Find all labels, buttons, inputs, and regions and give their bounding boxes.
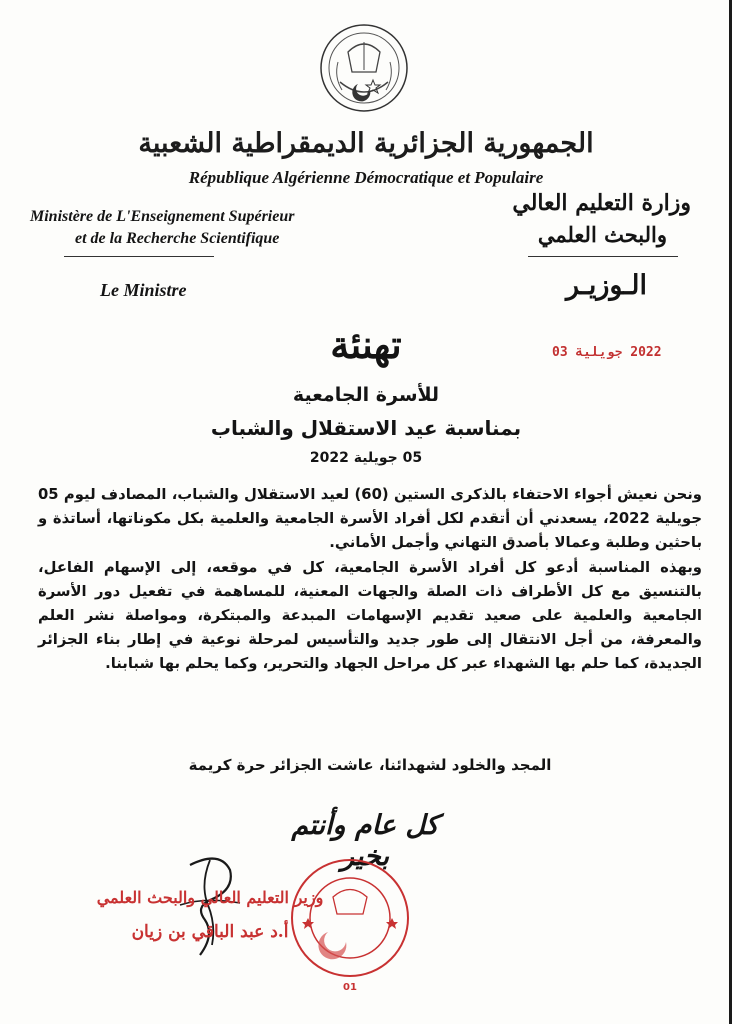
date-stamp: 2022 جويلية 03 xyxy=(552,345,662,360)
ministry-name-ar-line2: والبحث العلمي xyxy=(537,222,667,247)
republic-title-fr: République Algérienne Démocratique et Populaire xyxy=(188,168,544,187)
official-seal-icon xyxy=(288,852,412,1000)
greeting-calligraphy: كل عام وأنتم بخير xyxy=(291,810,439,872)
seal-number: 01 xyxy=(343,982,357,993)
document-title: تهنئة xyxy=(330,322,402,367)
body-paragraph-1: ونحن نعيش أجواء الاحتفاء بالذكرى الستين (60) لعيد الاستقلال والشباب، المصادف ليوم 05 جويلية 2022، يسعدني أن أتقدم لكل أفراد الأسرة الجامعية والعلمية بكل مكوناتها، أساتذة و باحثين وطلبة وعمالا بأصدق التهاني وأجمل الأماني. xyxy=(38,486,702,552)
divider-ar xyxy=(528,256,678,257)
national-emblem-icon xyxy=(318,22,410,114)
ministry-name-ar-line1: وزارة التعليم العالي xyxy=(512,190,691,216)
divider-fr xyxy=(64,256,214,257)
ministry-name-fr-line2: et de la Recherche Scientifique xyxy=(75,230,280,247)
minister-title-fr: Le Ministre xyxy=(100,280,187,300)
minister-title-ar: الـوزيـر xyxy=(566,270,647,301)
headline-date: 05 جويلية 2022 xyxy=(309,450,423,466)
closing-line: المجد والخلود لشهدائنا، عاشت الجزائر حرة كريمة xyxy=(188,756,552,774)
signatory-title: وزير التعليم العالي والبحث العلمي xyxy=(96,888,324,907)
republic-title-ar: الجمهورية الجزائرية الديمقراطية الشعبية xyxy=(138,128,594,159)
body-text xyxy=(38,483,702,677)
headline-line1: للأسرة الجامعية xyxy=(292,384,440,406)
headline-line2: بمناسبة عيد الاستقلال والشباب xyxy=(210,416,522,440)
ministry-name-fr-line1: Ministère de L'Enseignement Supérieur xyxy=(30,208,295,225)
body-paragraph-2: وبهذه المناسبة أدعو كل أفراد الأسرة الجامعية، كل في موقعه، إلى الإسهام الفاعل، بالتنسيق مع كل الأطراف ذات الصلة والجهات المعنية، للمساهمة في تفعيل دور الأسرة الجامعية والعلمية على صعيد تقديم الإسهامات المبدعة والمبتكرة، ومواصلة نشر العلم والمعرفة، من أجل الانتقال إلى طور جديد والتأسيس لمرحلة نوعية في إطار بناء الجزائر الجديدة، كما حلم بها الشهداء عبر كل مراحل الجهاد والتحرير، وكما يحلم بها شبابنا. xyxy=(38,558,702,673)
signatory-name: أ.د عبد الباقي بن زيان xyxy=(131,922,289,942)
